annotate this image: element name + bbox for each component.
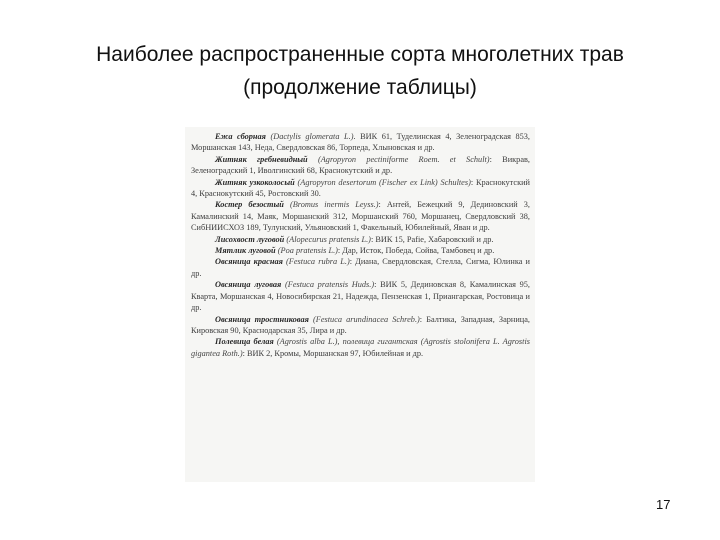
- slide-title-line-1: Наиболее распространенные сорта многолетних трав: [96, 43, 624, 66]
- entry-agropyron-pectiniforme: [191, 154, 530, 177]
- entry-varieties: : Балтика, Западная, Зарница, Кировская 90, Краснодарская 35, Лира и др.: [191, 314, 530, 335]
- entry-latin: (Festuca rubra L.): [286, 257, 350, 267]
- entry-name: Мятлик луговой: [215, 246, 276, 256]
- entry-varieties: : ВИК 5, Дединовская 8, Камалинская 95, Кварта, Моршанская 4, Новосибирская 21, Надежда, Пензенская 1, Приангарская, Ростовица и др.: [191, 280, 530, 313]
- entry-varieties: : Диана, Свердловская, Стелла, Сигма, Юлинка и др.: [191, 257, 530, 278]
- entry-latin: (Poa pratensis L.): [277, 246, 338, 256]
- entry-name: Овсяница луговая: [215, 280, 282, 290]
- entry-name: Житняк гребневидный: [215, 154, 308, 164]
- entry-festuca-rubra: [191, 256, 530, 279]
- entry-latin: (Agropyron desertorum (Fischer ex Link) Schultes): [297, 177, 471, 187]
- entry-festuca-arundinacea: [191, 314, 530, 337]
- page-number: 17: [656, 497, 671, 512]
- entry-alopecurus: [191, 234, 530, 245]
- entry-festuca-pratensis: [191, 279, 530, 313]
- entry-varieties: . ВИК 61, Туделинская 4, Зеленоградская 853, Моршанская 143, Неда, Свердловская 86, Торпеда, Хлыновская и др.: [191, 132, 530, 153]
- entry-latin: (Festuca pratensis Huds.): [284, 280, 375, 290]
- slide-title-line-2: (продолжение таблицы): [243, 76, 477, 99]
- entry-varieties: : Дар, Исток, Победа, Сойва, Тамбовец и др.: [337, 246, 495, 256]
- entry-varieties: : ВИК 15, Pafie, Хабаровский и др.: [370, 234, 494, 244]
- entry-name: Лисохвост луговой: [215, 234, 285, 244]
- entry-poa: [191, 245, 530, 256]
- entry-latin: (Alopecurus pratensis L.): [286, 234, 371, 244]
- entry-name: Ежа сборная: [215, 132, 266, 141]
- slide-title: [40, 38, 680, 104]
- entry-varieties: : ВИК 2, Кромы, Моршанская 97, Юбилейная и др.: [242, 348, 424, 358]
- entry-latin: (Agropyron pectiniforme Roem. et Schult): [317, 154, 490, 164]
- entry-varieties: : Антей, Бежецкий 9, Дединовский 3, Камалинский 14, Маяк, Моршанский 312, Моршанский 760, Моршанец, Свердловский 38, СибНИИСХОЗ 189, Тулунский, Ульяновский 1, Факельный, Юбилейный, Яван и др.: [191, 200, 531, 233]
- entry-varieties: : Викрав, Зеленоградский 1, Иволгинский 68, Краснокутский и др.: [191, 154, 530, 176]
- entry-latin: (Festuca arundinacea Schreb.): [313, 314, 420, 324]
- entry-latin: (Dactylis glomerata L.): [270, 132, 354, 141]
- entry-name: Костер безостый: [215, 200, 284, 210]
- entry-name: Овсяница красная: [215, 257, 283, 267]
- entry-varieties: : Краснокутский 4, Краснокутский 45, Ростовский 30.: [191, 177, 530, 199]
- entry-latin: (Bromus inermis Leyss.): [289, 200, 379, 210]
- entry-agropyron-desertorum: [191, 177, 530, 200]
- entry-name: Житняк узкоколосый: [215, 177, 295, 187]
- entry-dactylis: [191, 131, 530, 154]
- entry-bromus: [191, 199, 530, 233]
- entry-agrostis: [191, 336, 530, 359]
- entry-latin: (Agrostis alba L.), полевица гигантская (Agrostis stolonifera L. Agrostis gigantea Roth.): [191, 337, 530, 358]
- entry-name: Полевица белая: [215, 337, 274, 347]
- entry-name: Овсяница тростниковая: [215, 314, 309, 324]
- scanned-table-image: [185, 127, 535, 482]
